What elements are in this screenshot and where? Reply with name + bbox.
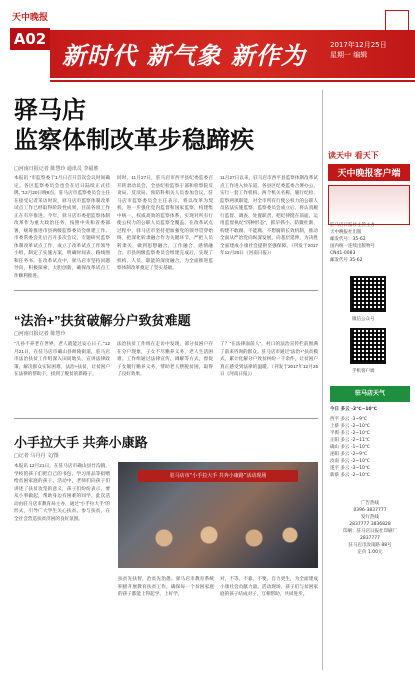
slogan-text: 新时代 新气象 新作为 — [62, 41, 306, 70]
page-number: A02 — [10, 28, 50, 50]
article-column: 本报讯 12月21日，在驻马店市确山县竹沟镇，学校的孩子们把自己的书包、学习用品等捐赠给贫困家庭的孩子。活动中，老师们向孩子们讲述了扶贫攻坚的意义，孩子们纷纷表示，要从小事做起，帮助身边有困难的同学。此次活动由驻马店市教育局主办，通过“小手拉大手”的形式，引导广大学生关心扶贫、参与扶贫，在全社会营造扶贫济困的良好氛围。 — [14, 463, 110, 521]
article-byline: □河南日报记者 陈慧玲 通讯员 李福胜 — [14, 166, 99, 172]
article-headline: 小手拉大手 共奔小康路 — [14, 435, 148, 450]
wechat-qr-icon — [350, 276, 386, 312]
app-promo-image — [328, 185, 410, 225]
seal-icon — [385, 10, 409, 32]
issue-date: 2017年12月25日 星期一 编辑 — [330, 41, 387, 59]
article-column: 同时，11月27日，驻马店市西平县纪委监委召开转隶动员会，全县纪检监察干部和检察院反贪局、反渎局、预防科相关人员参加会议。驻马店市监察委员会主任表示，将以改革为契机，进一步强化党内监督和国家监察，构建集中统一、权威高效的监察体系，实现对所有行使公权力的公职人员监察全覆盖。在改革试点过程中，驿马店市坚持把加强党的领导贯穿始终，把深化转隶融合作为关键环节，严把人员转隶关，做到思想融合、工作融合、感情融合。市县两级监察委员会组建完成后，实现了机构、人员、职能的深度融合，为全面推进监察体制改革奠定了坚实基础。 — [117, 175, 213, 270]
article-column: 法治扶贫工作组在走访中发现，部分贫困户存在分户现象，子女不尽赡养义务，老人生活困难。工作组通过法律宣传、调解等方式，督促子女履行赡养义务，帮助老人摆脱贫困，取得了良好效果。 — [117, 341, 213, 376]
app-banner: 天中晚报客户端 — [328, 164, 410, 181]
article-byline: □河南日报记者 陈慧玲 — [14, 331, 66, 337]
article-column: 扶贫先扶智，治贫先治愚。驿马店市教育系统积极开展教育扶贫工作，确保每一个贫困家庭的孩子都能上得起学、上好学。 — [118, 576, 214, 596]
weather-header: 驻马店天气 — [330, 386, 410, 402]
publisher-info: 驻马店日报社主管主办 天中晚报社出版 邮发代号：35-62 国内统一连续出版物号 CN41-0083 邮发代号 35-62 — [330, 223, 375, 263]
app-title: 读天中 看天下 — [328, 151, 379, 160]
article-column: 对，不等、不靠、不要，自力更生，为全面建成小康社会贡献力量。活动现场，孩子们与贫困家庭的孩子结成对子，互相帮助，共同进步。 — [220, 576, 318, 596]
divider — [14, 418, 318, 419]
article-byline: □记者 马丹丹 文/图 — [14, 453, 59, 459]
header-rule — [50, 80, 415, 82]
news-photo — [118, 462, 318, 568]
article-column: “儿孙不养老在世界，老人就能过安心日子。”12月21日，在驻马店市确山县朗陵街道，驻马店市法治扶贫工作组深入田间地头，宣讲法律政策，解决群众实际困难。法治+扶贫，让贫困户在法律的帮助下，找到了脱贫的新路子。 — [14, 341, 110, 376]
article-column: 了？”在法律面前人”，村口的法治宣传栏前围满了前来咨询的群众。驻马店市通过“法治+”扶贫模式，累计化解分户致贫纠纷一千余件，让贫困户真正感受到法律的温暖。（刊发于2017年12月25日《河南日报》） — [220, 341, 318, 376]
article-column: 11月27日以来，驻马店市西平县监察体制改革试点工作进入快车道。各县区纪委监委合署办公，实行一套工作机构、两个机关名称，履行纪检、监察两项职能，对全市所有行使公权力的公职人员依法实施监察。监察委员会成立后，将认真履行监督、调查、处置职责，把纪律挺在前面，运用监督执纪“四种形态”，抓早抓小、防微杜渐，构建不敢腐、不能腐、不想腐的长效机制，推动全面从严治党向纵深发展，向基层延伸，为决胜全面建成小康社会提供坚强保障。（刊发于2017年12月25日《河南日报》） — [220, 175, 318, 255]
contact-info: 广告热线 0396-3837777 发行热线 2837777 3836828 印刷：驻马店日报社印刷厂 2837777 驻马店市汝南路 88号 定价 1.00元 — [343, 501, 397, 555]
paper-logo: 天中晚报 — [12, 13, 49, 23]
app-qr-icon — [350, 328, 386, 364]
qr-label: 微信公众号 — [352, 317, 375, 322]
sidebar-divider — [322, 90, 323, 670]
article-column: 本报讯 “市监察委于1月日召开首次会议时间确定。各区监察委员会也会在近日陆续正式挂牌。”12月20日晚8点，驻马店市监察委员会主任在接受记者采访时说，驿马店市监察体制改革试点工作已经取得阶段性成果，目前各项工作正在有序推进。今年，驿马店市委把监察体制改革作为重大政治任务，按照中央和省委部署，统筹推进市县两级监察委员会组建工作。市委常委会先后召开多次会议，专题研究监察体制改革试点工作，成立了改革试点工作领导小组，制定了实施方案，明确时间表、路线图和任务书。在改革试点中，驿马店市坚持问题导向，积极探索，大胆创新，确保改革试点工作顺利推进。 — [14, 175, 110, 278]
sidebar — [328, 150, 410, 225]
weather-list: 西平 多云 -3~9℃ 上蔡 多云 -2~10℃ 平舆 多云 -2~10℃ 正阳 多云 -2~11℃ 确山 多云 -1~10℃ 泌阳 多云 -2~9℃ 汝南 多云 -2~10℃ 遂平 多云 -3~10℃ 新蔡 多云 -2~10℃ — [330, 417, 370, 478]
article-headline: “法治+”扶贫破解分户致贫难题 — [14, 313, 191, 328]
weather-today: 今日 多云 -2℃~10℃ — [330, 407, 378, 412]
photo-banner: 驻马店市“小手拉大手 共奔小康路”活动现场 — [138, 470, 298, 482]
article-headline: 驿马店 监察体制改革步稳蹄疾 — [14, 97, 254, 154]
photo-people — [128, 502, 308, 562]
qr-label: 手机客户端 — [352, 369, 375, 374]
divider — [14, 290, 318, 291]
